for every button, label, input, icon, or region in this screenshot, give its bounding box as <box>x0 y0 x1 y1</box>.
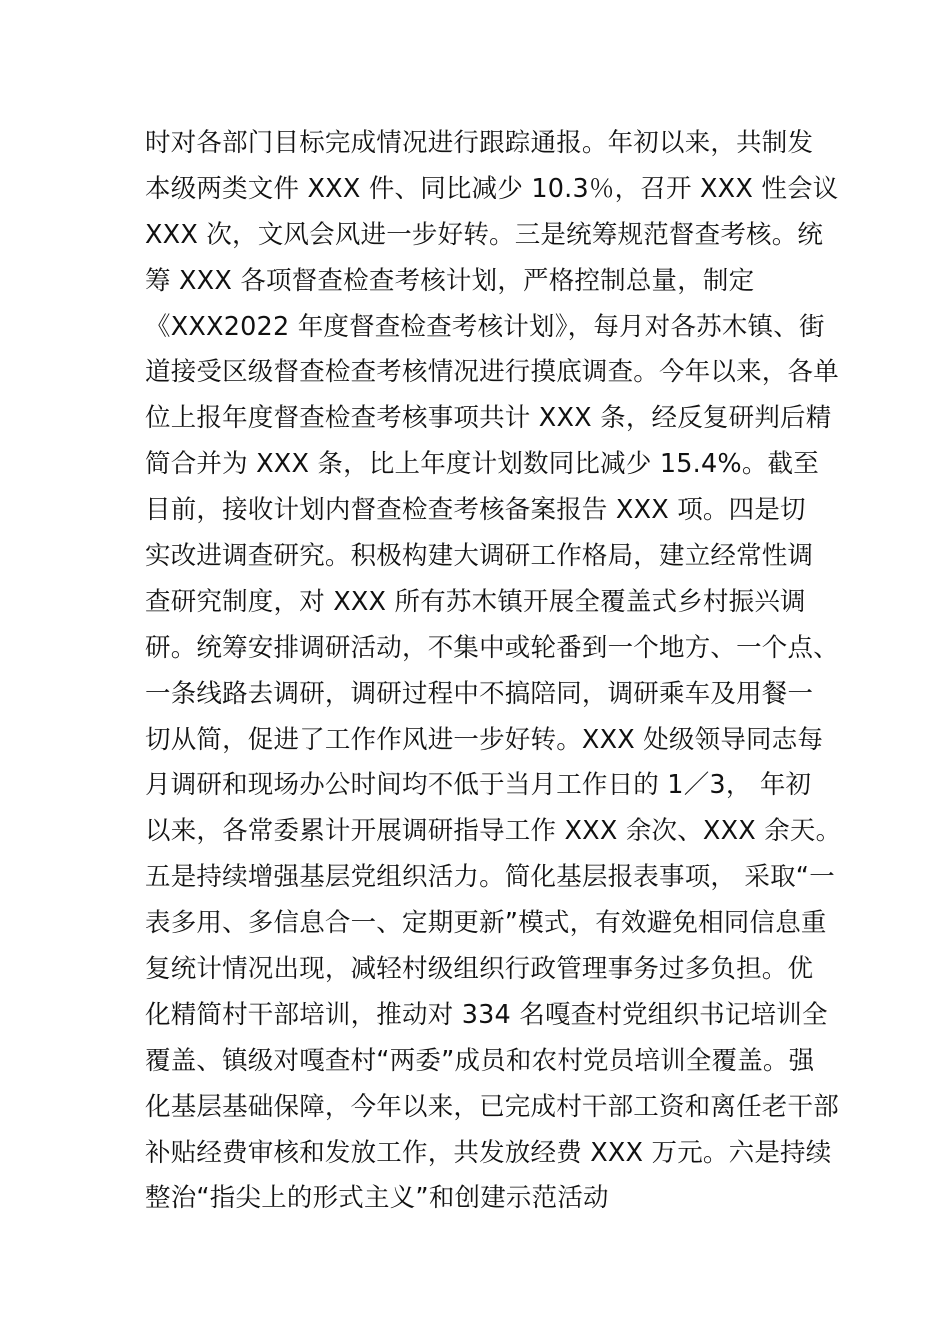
text-line: 简合并为 XXX 条，比上年度计划数同比减少 15.4%。截至 <box>145 449 819 480</box>
text-line: 补贴经费审核和发放工作，共发放经费 XXX 万元。六是持续 <box>145 1137 832 1168</box>
text-line: 表多用、多信息合一、定期更新”模式，有效避免相同信息重 <box>145 908 827 939</box>
text-line: 复统计情况出现，减轻村级组织行政管理事务过多负担。优 <box>145 954 814 985</box>
text-line: 《XXX2022 年度督查检查考核计划》，每月对各苏木镇、街 <box>145 311 825 342</box>
text-line: 本级两类文件 XXX 件、同比减少 10.3％，召开 XXX 性会议 <box>145 173 839 204</box>
text-line: 切从简，促进了工作作风进一步好转。XXX 处级领导同志每 <box>145 724 824 755</box>
text-line: 道接受区级督查检查考核情况进行摸底调查。今年以来，各单 <box>145 357 839 388</box>
text-line: 覆盖、镇级对嘎查村“两委”成员和农村党员培训全覆盖。强 <box>145 1045 815 1076</box>
text-line: 研。统筹安排调研活动，不集中或轮番到一个地方、一个点、 <box>145 632 839 663</box>
text-line: 实改进调查研究。积极构建大调研工作格局，建立经常性调 <box>145 541 814 572</box>
text-line: XXX 次，文风会风进一步好转。三是统筹规范督查考核。统 <box>145 219 824 250</box>
text-line: 目前，接收计划内督查检查考核备案报告 XXX 项。四是切 <box>145 495 806 526</box>
text-line: 五是持续增强基层党组织活力。简化基层报表事项， 采取“一 <box>145 862 835 893</box>
text-line: 一条线路去调研，调研过程中不搞陪同，调研乘车及用餐一 <box>145 678 814 709</box>
text-line: 筹 XXX 各项督查检查考核计划，严格控制总量，制定 <box>145 265 755 296</box>
text-line: 整治“指尖上的形式主义”和创建示范活动 <box>145 1183 609 1214</box>
text-line: 化精简村干部培训，推动对 334 名嘎查村党组织书记培训全 <box>145 999 828 1030</box>
text-line: 时对各部门目标完成情况进行跟踪通报。年初以来，共制发 <box>145 128 814 158</box>
text-line: 化基层基础保障，今年以来，已完成村干部工资和离任老干部 <box>145 1091 839 1122</box>
text-line: 以来，各常委累计开展调研指导工作 XXX 余次、XXX 余天。 <box>145 816 842 847</box>
text-line: 位上报年度督查检查考核事项共计 XXX 条，经反复研判后精 <box>145 403 832 434</box>
text-line: 查研究制度，对 XXX 所有苏木镇开展全覆盖式乡村振兴调 <box>145 586 806 617</box>
body-paragraph <box>145 121 842 1222</box>
text-line: 月调研和现场办公时间均不低于当月工作日的 1／3， 年初 <box>145 770 812 801</box>
